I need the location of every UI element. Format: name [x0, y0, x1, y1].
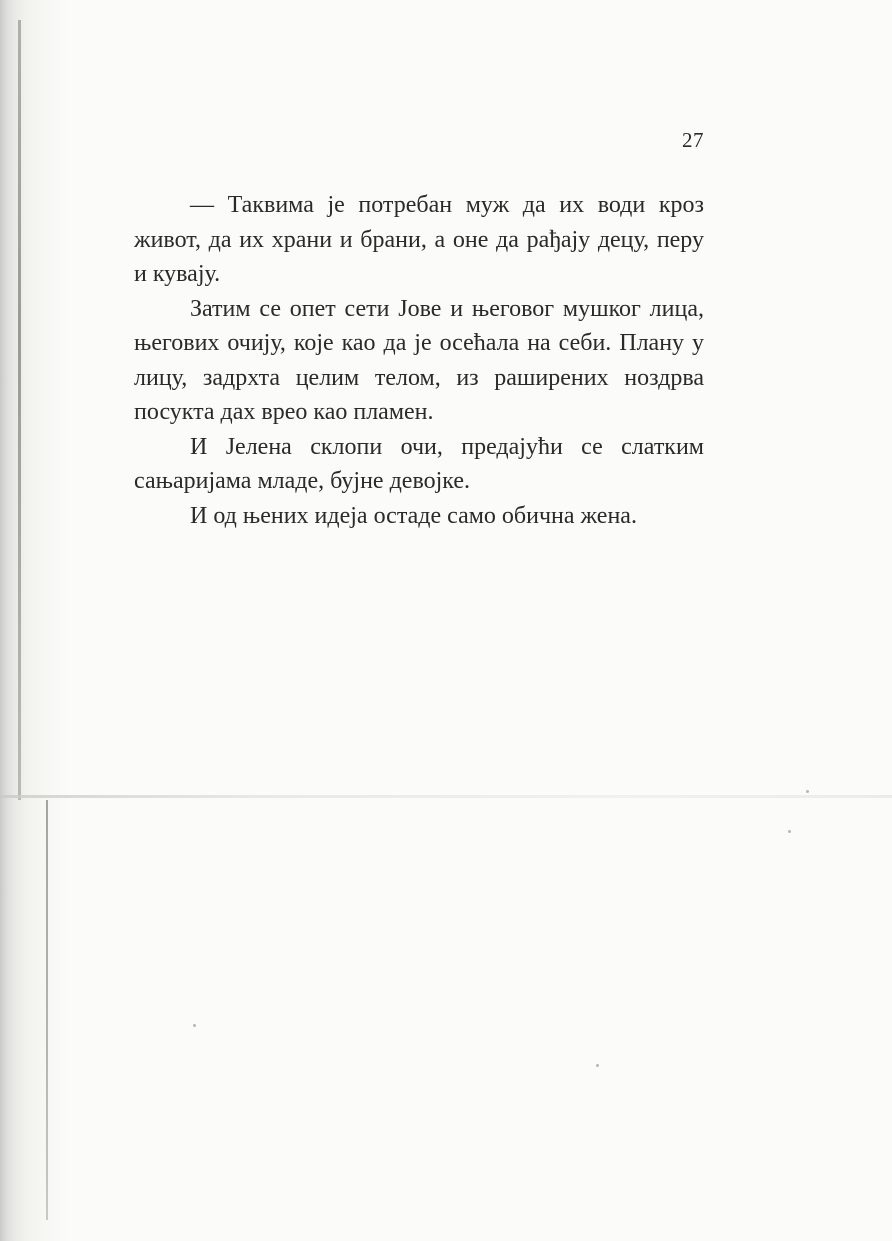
- page-fold: [0, 795, 892, 798]
- paper-speck: [596, 1064, 599, 1067]
- page-number: 27: [682, 128, 704, 152]
- paper-speck: [193, 1024, 196, 1027]
- paragraph: И Јелена склопи очи, предајући се слатким сањаријама младе, бујне девојке.: [134, 433, 704, 494]
- paragraph: — Таквима је потребан муж да их води кроз живот, да их храни и брани, а оне да рађају децу, перу и кувају.: [134, 192, 704, 287]
- paper-speck: [788, 830, 791, 833]
- page-gutter-shadow: [0, 0, 70, 1241]
- binding-edge: [18, 20, 21, 800]
- binding-edge-lower: [46, 800, 48, 1220]
- paper-speck: [806, 790, 809, 793]
- paragraph: И од њених идеја остаде само обична жена.: [190, 502, 637, 529]
- body-text: [134, 188, 704, 533]
- paragraph: Затим се опет сети Јове и његовог мушког лица, његових очију, које као да је осећала на себи. Плану у лицу, задрхта целим телом, из раширених ноздрва посукта дах врео као пламен.: [134, 295, 704, 425]
